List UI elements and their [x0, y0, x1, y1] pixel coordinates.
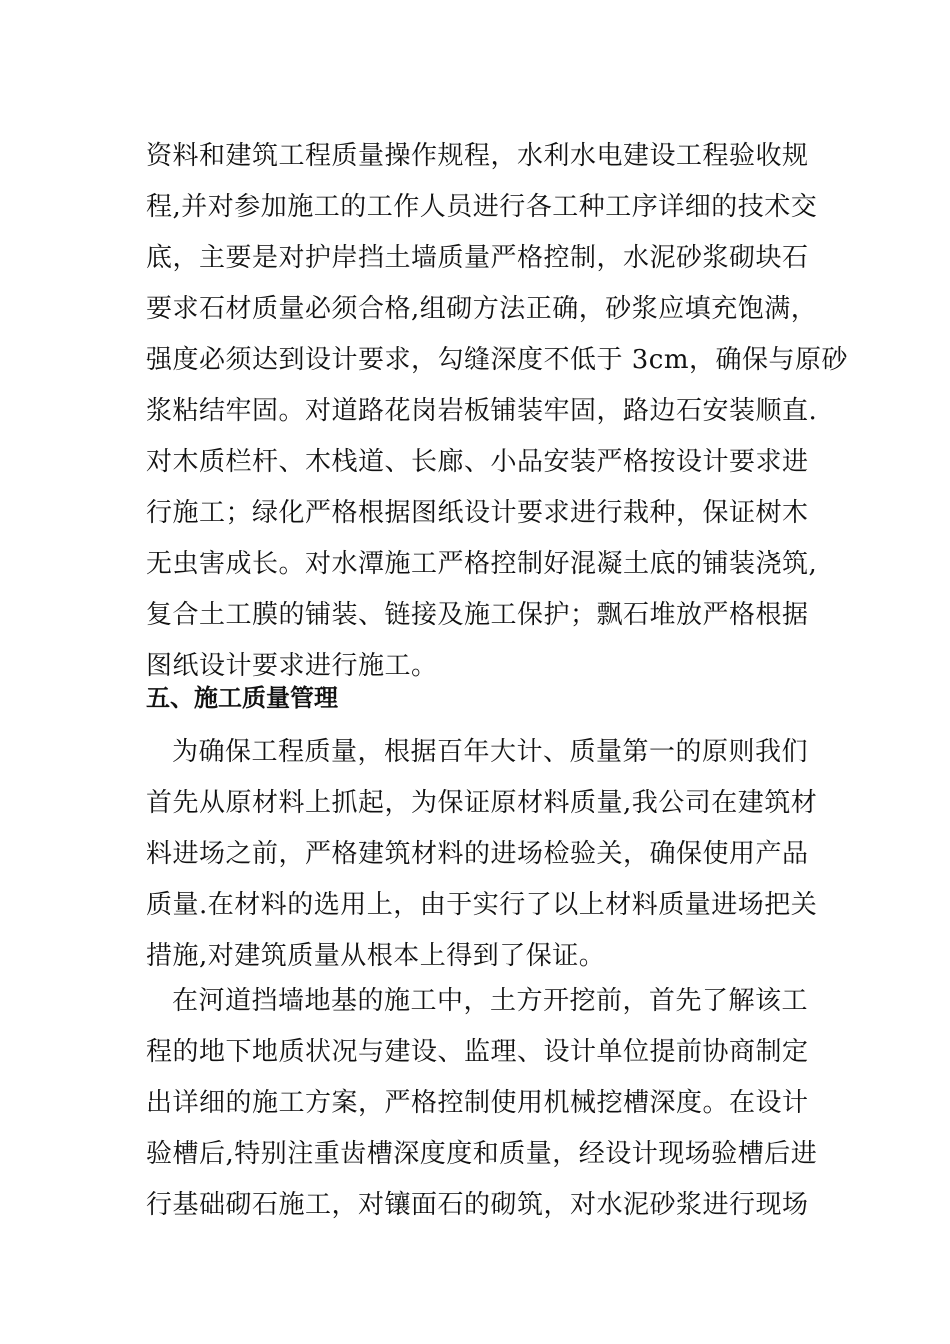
text-line: 复合土工膜的铺装、链接及施工保护；飘石堆放严格根据: [146, 600, 809, 630]
text-line: 程,并对参加施工的工作人员进行各工种工序详细的技术交: [146, 192, 818, 222]
text-line: 质量.在材料的选用上，由于实行了以上材料质量进场把关: [146, 890, 818, 920]
text-line: 浆粘结牢固。对道路花岗岩板铺装牢固，路边石安装顺直.: [146, 396, 818, 426]
text-line: 程的地下地质状况与建设、监理、设计单位提前协商制定: [146, 1037, 809, 1067]
text-line: 强度必须达到设计要求，勾缝深度不低于 3cm，确保与原砂: [146, 345, 849, 375]
text-line: 为确保工程质量，根据百年大计、质量第一的原则我们: [172, 737, 809, 767]
section-heading: 五、施工质量管理: [146, 684, 338, 712]
text-line: 料进场之前，严格建筑材料的进场检验关，确保使用产品: [146, 839, 809, 869]
text-line: 措施,对建筑质量从根本上得到了保证。: [146, 941, 606, 971]
text-line: 行基础砌石施工，对镶面石的砌筑，对水泥砂浆进行现场: [146, 1190, 809, 1220]
text-line: 出详细的施工方案，严格控制使用机械挖槽深度。在设计: [146, 1088, 809, 1118]
text-line: 底，主要是对护岸挡土墙质量严格控制，水泥砂浆砌块石: [146, 243, 809, 273]
paragraph-1: [146, 131, 849, 692]
text-line: 无虫害成长。对水潭施工严格控制好混凝土底的铺装浇筑,: [146, 549, 818, 579]
text-line: 对木质栏杆、木栈道、长廊、小品安装严格按设计要求进: [146, 447, 809, 477]
text-line: 要求石材质量必须合格,组砌方法正确，砂浆应填充饱满，: [146, 294, 818, 324]
paragraph-2: [146, 727, 816, 982]
paragraph-3: [146, 976, 816, 1231]
text-line: 行施工；绿化严格根据图纸设计要求进行栽种，保证树木: [146, 498, 809, 528]
text-line: 资料和建筑工程质量操作规程，水利水电建设工程验收规: [146, 141, 809, 171]
text-line: 首先从原材料上抓起，为保证原材料质量,我公司在建筑材: [146, 788, 818, 818]
text-line: 验槽后,特别注重齿槽深度度和质量，经设计现场验槽后进: [146, 1139, 818, 1169]
text-line: 在河道挡墙地基的施工中，土方开挖前，首先了解该工: [172, 986, 809, 1016]
text-line: 图纸设计要求进行施工。: [146, 651, 438, 681]
